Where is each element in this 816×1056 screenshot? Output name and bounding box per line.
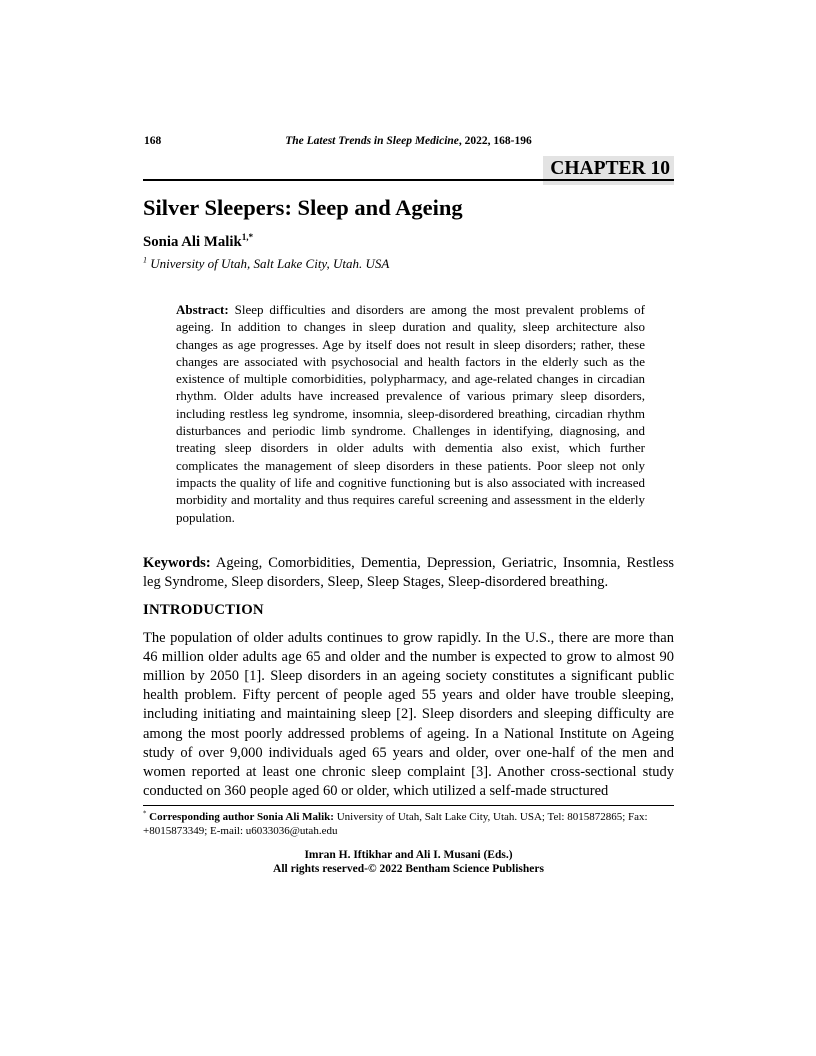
keywords-paragraph [143,554,674,593]
keywords-label: Keywords: [143,554,211,571]
abstract-label: Abstract: [176,302,229,317]
author-name: Sonia Ali Malik [143,234,242,250]
author-affiliation [143,256,674,271]
author-superscript: 1,* [241,232,254,243]
page-content [143,0,674,875]
page-number: 168 [144,135,162,147]
abstract-paragraph [176,301,645,526]
page-header [143,135,674,148]
keywords-text: Ageing, Comorbidities, Dementia, Depression, Geriatric, Insomnia, Restless leg Syndrome, Sleep disorders, Sleep, Sleep Stages, Sleep-disordered breathing. [143,554,674,591]
footnote [143,805,674,839]
footnote-marker: * [143,810,147,818]
chapter-title: Silver Sleepers: Sleep and Ageing [143,195,463,220]
running-title [285,135,532,147]
running-title-issue: , 2022, 168-196 [458,135,532,147]
abstract-text: Sleep difficulties and disorders are among the most prevalent problems of ageing. In addition to changes in sleep duration and quality, sleep architecture also changes as age progresses. Age by itself does not result in sleep disorders; rather, these changes are associated with psychosocial and health factors in the elderly such as the existence of multiple comorbidities, polypharmacy, and age-related changes in circadian rhythm. Older adults have increased prevalence of various primary sleep disorders, including restless leg syndrome, insomnia, sleep-disordered breathing, circadian rhythm disturbances and periodic limb syndrome. Challenges in identifying, diagnosing, and treating sleep disorders in older adults with dementia also exist, which further complicates the management of sleep disorders in these patients. Poor sleep not only impacts the quality of life and cognitive functioning but is also associated with increased morbidity and mortality and thus requires careful screening and assessment in the elderly population. [176,302,645,525]
section-heading-introduction: INTRODUCTION [143,602,264,619]
footnote-bold-label: Corresponding author Sonia Ali Malik: [146,811,334,823]
chapter-label: CHAPTER 10 [543,156,674,185]
footer-rights: All rights reserved-© 2022 Bentham Science Publishers [273,863,544,875]
affiliation-text: University of Utah, Salt Lake City, Utah. USA [147,256,390,271]
author-line [143,234,674,251]
header-rule [143,179,674,181]
affiliation-superscript: 1 [143,255,148,265]
introduction-paragraph: The population of older adults continues to grow rapidly. In the U.S., there are more than 46 million older adults age 65 and older and the number is expected to grow to almost 90 million by 2050 [1]. Sleep disorders in an ageing society constitutes a significant public health problem. Fifty percent of people aged 55 years and older have trouble sleeping, including initiating and maintaining sleep [2]. Sleep disorders and sleeping difficulty are among the most poorly addressed problems of ageing. In a National Institute on Ageing study of over 9,000 individuals aged 65 years and older, over one-half of the men and women reported at least one chronic sleep complaint [3]. Another cross-sectional study conducted on 360 people aged 60 or older, which utilized a self-made structured [143,630,674,799]
page-footer [143,848,674,876]
footer-editors: Imran H. Iftikhar and Ali I. Musani (Eds.) [304,849,513,861]
footnote-text: University of Utah, Salt Lake City, Utah. USA; Tel: 8015872865; Fax: +8015873349; E-mail: u6033036@utah.edu [143,811,648,837]
running-title-book: The Latest Trends in Sleep Medicine [285,135,459,147]
